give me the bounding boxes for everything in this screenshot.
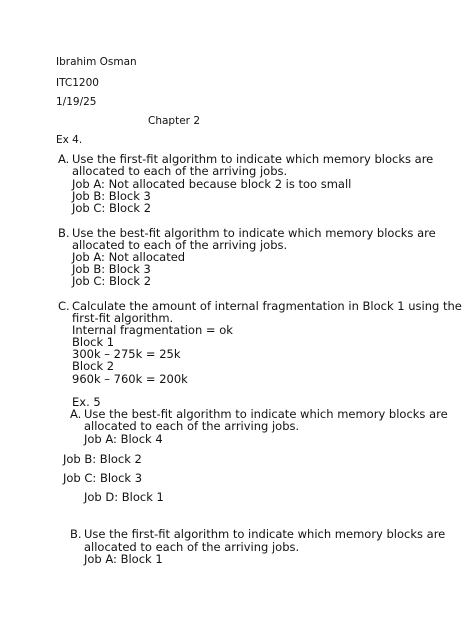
- chapter-heading: Chapter 2: [148, 115, 200, 127]
- ex5-job-c: Job C: Block 3: [63, 471, 143, 485]
- ex5-a-marker: A.: [70, 407, 82, 421]
- ex4-c-answer-3: 300k – 275k = 25k: [72, 347, 181, 361]
- ex4-c-question-line2: first-fit algorithm.: [72, 311, 174, 325]
- ex5-job-d: Job D: Block 1: [84, 490, 164, 504]
- ex4-c-answer-5: 960k – 760k = 200k: [72, 372, 188, 386]
- ex4-b-answer-1: Job A: Not allocated: [72, 250, 186, 264]
- ex4-c-question-line1: Calculate the amount of internal fragmentation in Block 1 using the: [72, 299, 462, 313]
- ex4-a-answer-3: Job C: Block 2: [72, 201, 152, 215]
- ex4-b-marker: B.: [58, 226, 70, 240]
- ex4-c-marker: C.: [58, 299, 70, 313]
- ex4-a-question-line2: allocated to each of the arriving jobs.: [72, 164, 288, 178]
- ex5-a-answer: Job A: Block 4: [84, 432, 163, 446]
- author-name: Ibrahim Osman: [56, 56, 137, 68]
- ex4-b-answer-2: Job B: Block 3: [72, 262, 151, 276]
- ex4-b-question-line1: Use the best-fit algorithm to indicate which memory blocks are: [72, 226, 436, 240]
- ex4-a-question-line1: Use the first-fit algorithm to indicate which memory blocks are: [72, 152, 434, 166]
- ex4-a-marker: A.: [58, 152, 70, 166]
- ex5-b-question-line2: allocated to each of the arriving jobs.: [84, 540, 300, 554]
- exercise-5-title: Ex. 5: [72, 395, 101, 409]
- ex4-b-answer-3: Job C: Block 2: [72, 274, 152, 288]
- ex5-b-question-line1: Use the first-fit algorithm to indicate which memory blocks are: [84, 527, 446, 541]
- ex4-b-question-line2: allocated to each of the arriving jobs.: [72, 238, 288, 252]
- exercise-4-title: Ex 4.: [56, 134, 83, 146]
- ex4-c-answer-1: Internal fragmentation = ok: [72, 323, 233, 337]
- ex5-b-answer: Job A: Block 1: [84, 552, 163, 566]
- course-code: ITC1200: [56, 77, 99, 89]
- ex4-c-answer-4: Block 2: [72, 359, 115, 373]
- ex4-a-answer-2: Job B: Block 3: [72, 189, 151, 203]
- ex4-a-answer-1: Job A: Not allocated because block 2 is too small: [72, 177, 352, 191]
- ex4-c-answer-2: Block 1: [72, 335, 115, 349]
- ex5-a-question-line2: allocated to each of the arriving jobs.: [84, 419, 300, 433]
- ex5-job-b: Job B: Block 2: [63, 452, 142, 466]
- ex5-a-question-line1: Use the best-fit algorithm to indicate which memory blocks are: [84, 407, 448, 421]
- ex5-b-marker: B.: [70, 527, 82, 541]
- document-date: 1/19/25: [56, 96, 97, 108]
